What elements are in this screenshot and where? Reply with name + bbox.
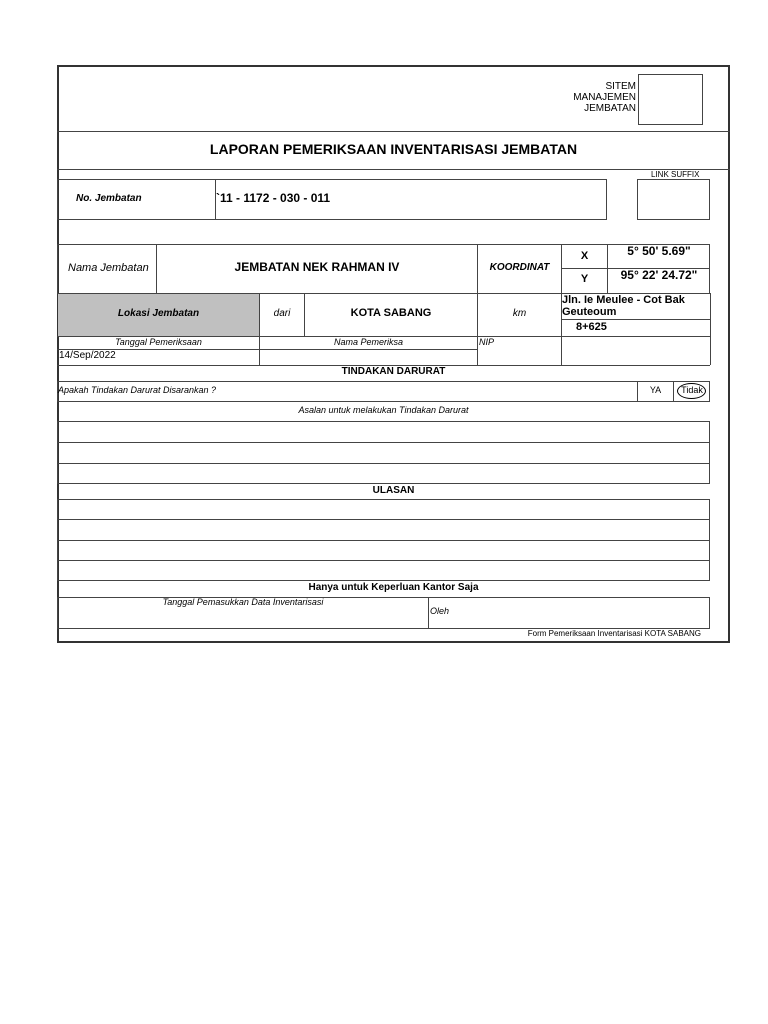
inspector-name-label: Nama Pemeriksa	[333, 337, 404, 347]
office-divider	[428, 597, 429, 629]
coordinate-y-label: Y	[580, 273, 589, 285]
inspection-date-value[interactable]: 14/Sep/2022	[59, 350, 116, 361]
nip-label: NIP	[479, 337, 495, 347]
location-right-border	[710, 293, 711, 365]
emergency-yes-option[interactable]: YA	[649, 385, 662, 395]
location-label: Lokasi Jembatan	[117, 308, 200, 319]
system-name-line3: JEMBATAN	[584, 103, 636, 114]
office-section-title: Hanya untuk Keperluan Kantor Saja	[308, 582, 479, 593]
bridge-number-value[interactable]: `11 - 1172 - 030 - 011	[216, 191, 331, 205]
emergency-no-option[interactable]: Tidak	[681, 385, 703, 395]
emergency-reason-label: Asalan untuk melakukan Tindakan Darurat	[298, 405, 469, 415]
from-value[interactable]: KOTA SABANG	[350, 307, 432, 319]
coordinate-x-label: X	[580, 250, 589, 262]
coordinate-x-value[interactable]: 5° 50' 5.69"	[627, 244, 691, 258]
entry-date-label: Tanggal Pemasukkan Data Inventarisasi	[162, 597, 324, 607]
emergency-question: Apakah Tindakan Darurat Disarankan ?	[58, 385, 217, 395]
reason-line-2	[57, 463, 710, 464]
emergency-reason-lines[interactable]	[57, 421, 710, 484]
location-divider-3	[477, 293, 478, 365]
form-name-footer: Form Pemeriksaan Inventarisasi KOTA SABANG	[527, 629, 701, 638]
reason-line-1	[57, 442, 710, 443]
page-title: LAPORAN PEMERIKSAAN INVENTARISASI JEMBATAN	[209, 141, 578, 157]
inspection-date-label: Tanggal Pemeriksaan	[115, 337, 202, 347]
system-name-line1: SITEM	[605, 81, 636, 92]
bridge-name-label: Nama Jembatan	[68, 262, 149, 274]
location-divider-1	[259, 293, 260, 365]
review-line-3	[57, 560, 710, 561]
road-name-line2[interactable]: Geuteoum	[562, 306, 617, 318]
review-line-2	[57, 540, 710, 541]
logo-box	[638, 74, 703, 125]
system-name-line2: MANAJEMEN	[573, 92, 636, 103]
bridge-name-value[interactable]: JEMBATAN NEK RAHMAN IV	[234, 260, 400, 274]
bridge-number-label: No. Jembatan	[76, 193, 142, 204]
emergency-section-title: TINDAKAN DARURAT	[341, 366, 446, 377]
road-name-line1[interactable]: Jln. Ie Meulee - Cot Bak	[562, 294, 685, 306]
review-section-title: ULASAN	[372, 485, 415, 496]
inspection-mid-border	[57, 349, 477, 350]
coordinate-y-value[interactable]: 95° 22' 24.72"	[620, 268, 698, 282]
header-divider	[57, 131, 730, 132]
km-value[interactable]: 8+625	[576, 321, 607, 333]
link-suffix-label: LINK SUFFIX	[651, 170, 700, 179]
coordinate-label: KOORDINAT	[489, 262, 550, 273]
title-divider	[57, 169, 730, 170]
km-value-divider	[561, 319, 710, 320]
from-label: dari	[273, 308, 291, 319]
km-label: km	[512, 308, 527, 319]
link-suffix-box[interactable]	[637, 179, 710, 220]
review-line-1	[57, 519, 710, 520]
entered-by-label: Oleh	[430, 606, 450, 616]
